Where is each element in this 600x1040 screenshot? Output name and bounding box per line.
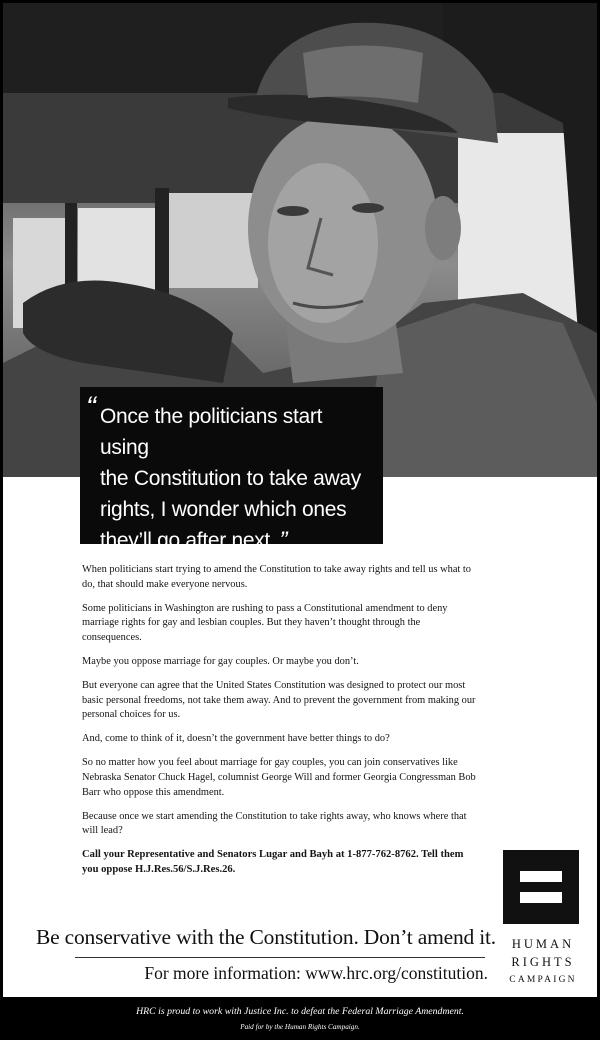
body-paragraph: But everyone can agree that the United States Constitution was designed to protect our most basic personal freedoms, not take them away. And to prevent the government from making our personal choices for us. bbox=[82, 680, 476, 721]
open-quote-mark: “ bbox=[86, 391, 96, 424]
call-to-action: Call your Representative and Senators Lugar and Bayh at 1-877-762-8762. Tell them you oppose H.J.Res.56/S.J.Res.26. bbox=[82, 849, 464, 875]
logo-bar-bottom bbox=[520, 892, 562, 903]
body-paragraph: Because once we start amending the Constitution to take rights away, who knows where that will lead? bbox=[82, 810, 467, 837]
body-paragraph: When politicians start trying to amend the Constitution to take away rights and tell us what to do, that should make everyone nervous. bbox=[82, 564, 471, 590]
hrc-logo-icon bbox=[503, 850, 579, 924]
footer-statement: HRC is proud to work with Justice Inc. to defeat the Federal Marriage Amendment. bbox=[136, 1006, 464, 1017]
body-paragraph: Some politicians in Washington are rushing to pass a Constitutional amendment to deny marriage rights for gay and lesbian couples. But they haven’t thought through the consequences. bbox=[82, 602, 448, 643]
close-quote-mark: ” bbox=[279, 527, 288, 554]
quote-box bbox=[80, 387, 383, 554]
pull-quote bbox=[100, 401, 369, 556]
body-paragraph: Maybe you oppose marriage for gay couples. Or maybe you don’t. bbox=[82, 655, 359, 667]
quote-line bbox=[100, 525, 369, 556]
org-name-line: CAMPAIGN bbox=[509, 975, 577, 985]
org-name-line: HUMAN bbox=[511, 937, 575, 951]
quote-line: Once the politicians start using bbox=[100, 405, 323, 459]
body-paragraph: And, come to think of it, doesn’t the government have better things to do? bbox=[82, 733, 390, 745]
divider bbox=[75, 957, 485, 958]
paid-for-by: Paid for by the Human Rights Campaign. bbox=[240, 1023, 360, 1031]
body-paragraph: So no matter how you feel about marriage for gay couples, you can join conservatives like Nebraska Senator Chuck Hagel, columnist George Will and former Georgia Congressman Bob Barr who oppose this amendment. bbox=[82, 757, 476, 798]
quote-line: the Constitution to take away bbox=[100, 467, 361, 490]
body-copy bbox=[82, 563, 482, 887]
quote-line: rights, I wonder which ones bbox=[100, 498, 347, 521]
quote-line-text: they’ll go after next. bbox=[100, 529, 276, 552]
headline: Be conservative with the Constitution. Don’t amend it. bbox=[36, 925, 496, 949]
organization-name bbox=[498, 935, 588, 989]
more-info-link[interactable]: For more information: www.hrc.org/constitution. bbox=[144, 963, 488, 983]
org-name-line: RIGHTS bbox=[511, 955, 575, 969]
logo-bar-top bbox=[520, 871, 562, 882]
footer bbox=[0, 997, 600, 1040]
